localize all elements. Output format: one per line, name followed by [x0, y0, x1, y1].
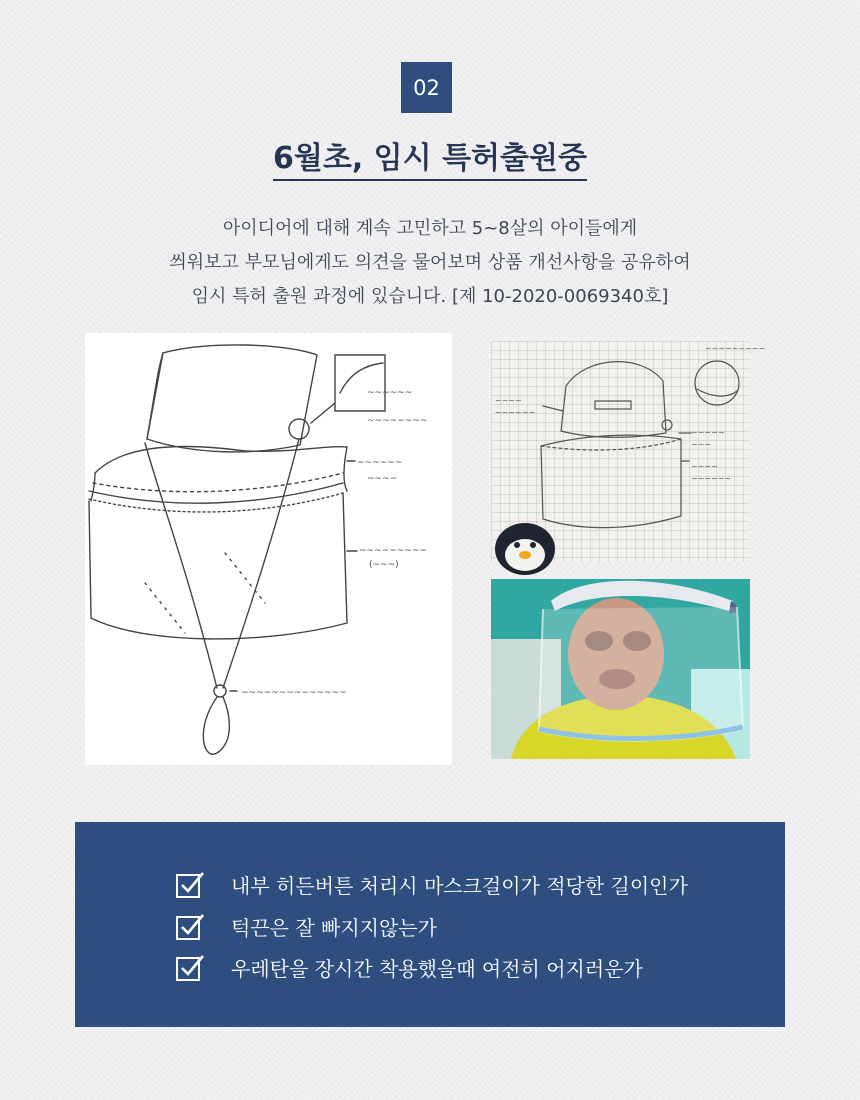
checklist-item-label: 내부 히든버튼 처리시 마스크걸이가 적당한 길이인가 [231, 873, 688, 898]
checklist-item-label: 턱끈은 잘 빠지지않는가 [231, 915, 437, 940]
svg-text:~~~~~~~~: ~~~~~~~~ [367, 416, 428, 426]
svg-text:~~~~~~: ~~~~~~ [357, 458, 403, 468]
section-title [0, 133, 860, 177]
svg-text:~~~: ~~~ [691, 440, 712, 449]
svg-text:(~~~): (~~~) [369, 560, 399, 570]
description-line: 임시 특허 출원 과정에 있습니다. [제 10-2020-0069340호] [191, 286, 669, 307]
grid-paper-sketch-image [491, 341, 766, 562]
checkbox-checked-icon [175, 952, 205, 982]
svg-text:~~~~~: ~~~~~ [691, 428, 725, 437]
svg-text:~~~~~~~~~~~~~~: ~~~~~~~~~~~~~~ [241, 688, 347, 698]
section-title-text: 6월초, 임시 특허출원중 [273, 141, 587, 181]
checkbox-checked-icon [175, 911, 205, 941]
svg-text:~~~~: ~~~~ [495, 396, 522, 405]
checkbox-checked-icon [175, 869, 205, 899]
svg-text:~~~~~~: ~~~~~~ [691, 474, 732, 483]
child-wearing-hat-photo [491, 579, 750, 759]
svg-text:~~~~~~: ~~~~~~ [367, 388, 413, 398]
checklist-item [175, 910, 437, 942]
svg-text:~~~~: ~~~~ [367, 474, 398, 484]
svg-text:~~~~~~~~~: ~~~~~~~~~ [705, 344, 766, 353]
svg-text:~~~~: ~~~~ [691, 462, 718, 471]
description-line: 아이디어에 대해 계속 고민하고 5~8살의 아이들에게 [222, 218, 638, 239]
section-number-badge [401, 62, 452, 113]
description [60, 212, 800, 314]
checklist-item [175, 951, 643, 983]
checklist-item [175, 868, 688, 900]
svg-text:~~~~~~: ~~~~~~ [495, 408, 536, 417]
section-number: 02 [413, 75, 440, 100]
checklist-item-label: 우레탄을 장시간 착용했을때 여전히 어지러운가 [231, 956, 643, 981]
svg-text:~~~~~~~~~: ~~~~~~~~~ [359, 546, 427, 556]
description-line: 씌워보고 부모님에게도 의견을 물어보며 상품 개선사항을 공유하여 [169, 252, 691, 273]
hat-design-sketch-image [85, 333, 452, 765]
checklist-panel [75, 822, 785, 1027]
